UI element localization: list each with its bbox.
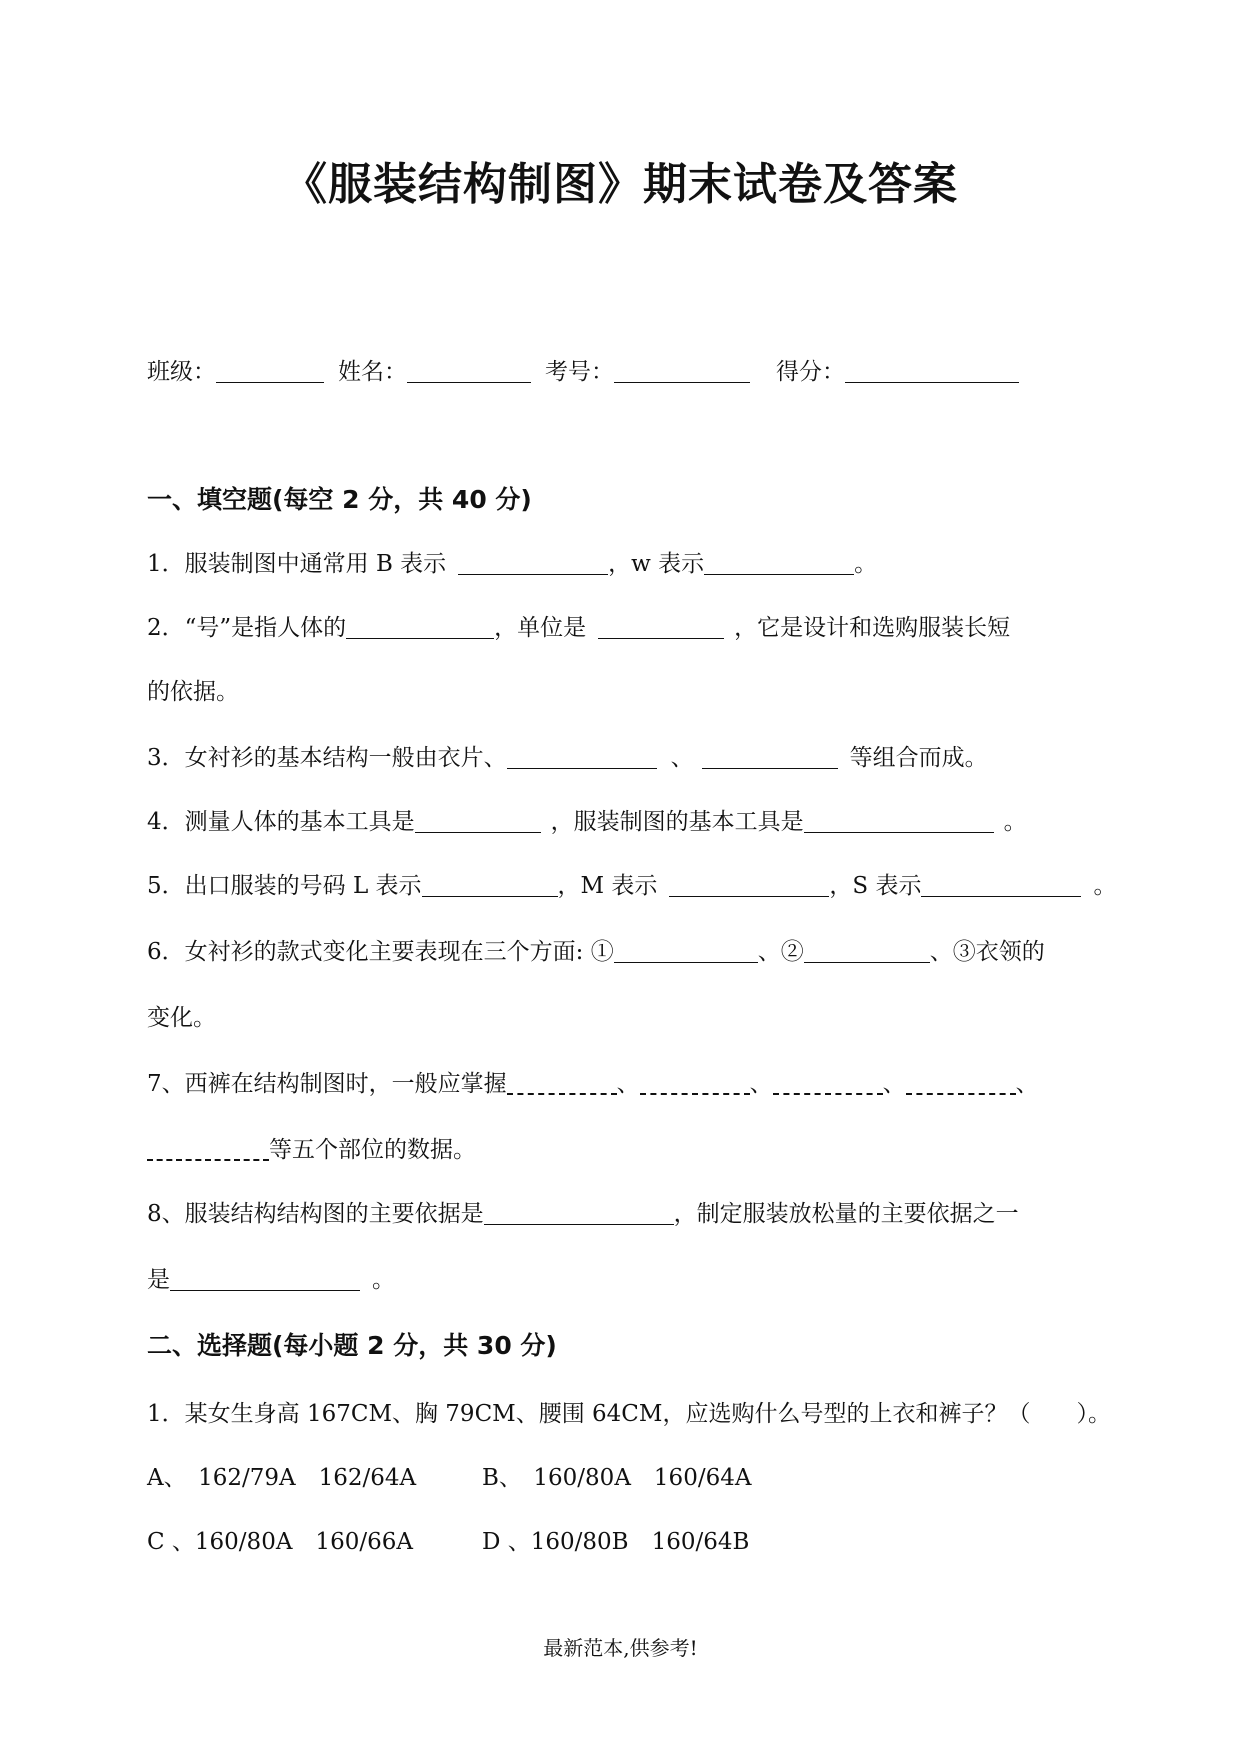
- page-footer: 最新范本,供参考!: [543, 1636, 698, 1660]
- answer-blank[interactable]: [773, 1069, 883, 1095]
- answer-blank[interactable]: [598, 614, 724, 639]
- answer-blank[interactable]: [346, 614, 494, 639]
- id-field[interactable]: [614, 358, 750, 383]
- answer-blank[interactable]: [921, 872, 1081, 897]
- answer-blank[interactable]: [702, 744, 838, 769]
- option-d: D 、160/80B 160/64B: [482, 1529, 750, 1555]
- option-b: B、 160/80A 160/64A: [482, 1465, 752, 1491]
- answer-blank[interactable]: [906, 1069, 1016, 1095]
- answer-blank[interactable]: [458, 550, 608, 575]
- answer-blank[interactable]: [804, 938, 930, 963]
- question-1-6-cont: 变化。: [147, 1005, 216, 1031]
- question-1-7: 7、西裤在结构制图时，一般应掌握 、 、 、 、: [147, 1071, 1039, 1097]
- question-1-5: 5．出口服装的号码 L 表示 ，M 表示 ，S 表示 。: [147, 873, 1117, 899]
- answer-blank[interactable]: [415, 808, 541, 833]
- section1-heading: 一、填空题(每空 2 分，共 40 分): [147, 485, 532, 514]
- answer-blank[interactable]: [614, 938, 758, 963]
- question-1-8: 8、服装结构结构图的主要依据是 ，制定服装放松量的主要依据之一: [147, 1201, 1019, 1227]
- name-field[interactable]: [407, 358, 531, 383]
- id-label: 考号：: [545, 359, 614, 385]
- answer-blank[interactable]: [507, 744, 657, 769]
- question-1-2: 2．“号”是指人体的 ，单位是 ，它是设计和选购服装长短: [147, 615, 1011, 641]
- answer-blank[interactable]: [147, 1135, 269, 1161]
- question-1-4: 4．测量人体的基本工具是 ，服装制图的基本工具是 。: [147, 809, 1027, 835]
- question-1-7-cont: 等五个部位的数据。: [147, 1134, 476, 1166]
- question-1-6: 6．女衬衫的款式变化主要表现在三个方面: ① 、② 、③衣领的: [147, 939, 1045, 965]
- question-1-1: 1．服装制图中通常用 B 表示 ，w 表示 。: [147, 551, 878, 577]
- question-1-8-cont: 是 。: [147, 1267, 395, 1293]
- question-1-2-cont: 的依据。: [147, 679, 239, 705]
- option-a: A、 162/79A 162/64A: [147, 1465, 417, 1491]
- answer-blank[interactable]: [669, 872, 829, 897]
- page-title: 《服装结构制图》期末试卷及答案: [283, 159, 958, 210]
- answer-blank[interactable]: [484, 1200, 674, 1225]
- question-1-3: 3．女衬衫的基本结构一般由衣片、 、 等组合而成。: [147, 745, 988, 771]
- question-2-1: 1．某女生身高 167CM、胸 79CM、腰围 64CM，应选购什么号型的上衣和裤子？（ ）。: [147, 1401, 1111, 1427]
- answer-blank[interactable]: [640, 1069, 750, 1095]
- answer-blank[interactable]: [507, 1069, 617, 1095]
- answer-blank[interactable]: [422, 872, 558, 897]
- answer-blank[interactable]: [804, 808, 994, 833]
- name-label: 姓名：: [338, 359, 407, 385]
- student-info-row: [147, 356, 1019, 388]
- option-c: C 、160/80A 160/66A: [147, 1529, 413, 1555]
- class-field[interactable]: [216, 358, 324, 383]
- score-field[interactable]: [845, 358, 1019, 383]
- answer-blank[interactable]: [170, 1266, 360, 1291]
- score-label: 得分：: [776, 359, 845, 385]
- answer-blank[interactable]: [704, 550, 854, 575]
- section2-heading: 二、选择题(每小题 2 分，共 30 分): [147, 1331, 557, 1360]
- class-label: 班级：: [147, 359, 216, 385]
